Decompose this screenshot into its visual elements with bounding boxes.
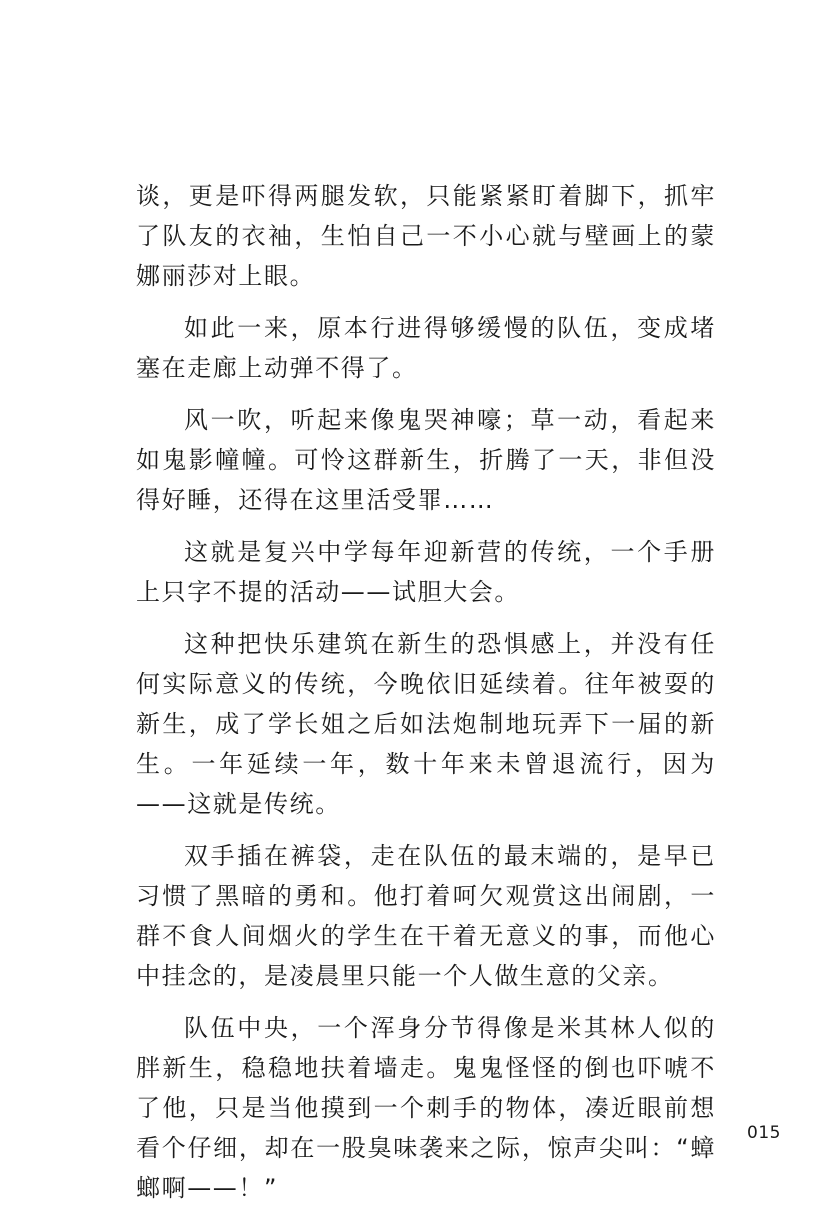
paragraph-2: 如此一来，原本行进得够缓慢的队伍，变成堵塞在走廊上动弹不得了。 [136,314,716,382]
paragraph-4: 这就是复兴中学每年迎新营的传统，一个手册上只字不提的活动——试胆大会。 [136,538,716,606]
paragraph-1: 谈，更是吓得两腿发软，只能紧紧盯着脚下，抓牢了队友的衣袖，生怕自己一不小心就与壁画上的蒙娜丽莎对上眼。 [136,182,716,290]
body-text [136,176,716,1220]
paragraph-7: 队伍中央，一个浑身分节得像是米其林人似的胖新生，稳稳地扶着墙走。鬼鬼怪怪的倒也吓唬不了他，只是当他摸到一个刺手的物体，凑近眼前想看个仔细，却在一股臭味袭来之际，惊声尖叫：“蟑螂啊——！” [136,1014,716,1202]
paragraph-5: 这种把快乐建筑在新生的恐惧感上，并没有任何实际意义的传统，今晚依旧延续着。往年被耍的新生，成了学长姐之后如法炮制地玩弄下一届的新生。一年延续一年，数十年来未曾退流行，因为——这就是传统。 [136,630,716,818]
paragraph-6: 双手插在裤袋，走在队伍的最末端的，是早已习惯了黑暗的勇和。他打着呵欠观赏这出闹剧，一群不食人间烟火的学生在干着无意义的事，而他心中挂念的，是凌晨里只能一个人做生意的父亲。 [136,842,716,990]
page-number: 015 [747,1123,781,1143]
paragraph-3: 风一吹，听起来像鬼哭神嚎；草一动，看起来如鬼影幢幢。可怜这群新生，折腾了一天，非但没得好睡，还得在这里活受罪…… [136,406,716,514]
